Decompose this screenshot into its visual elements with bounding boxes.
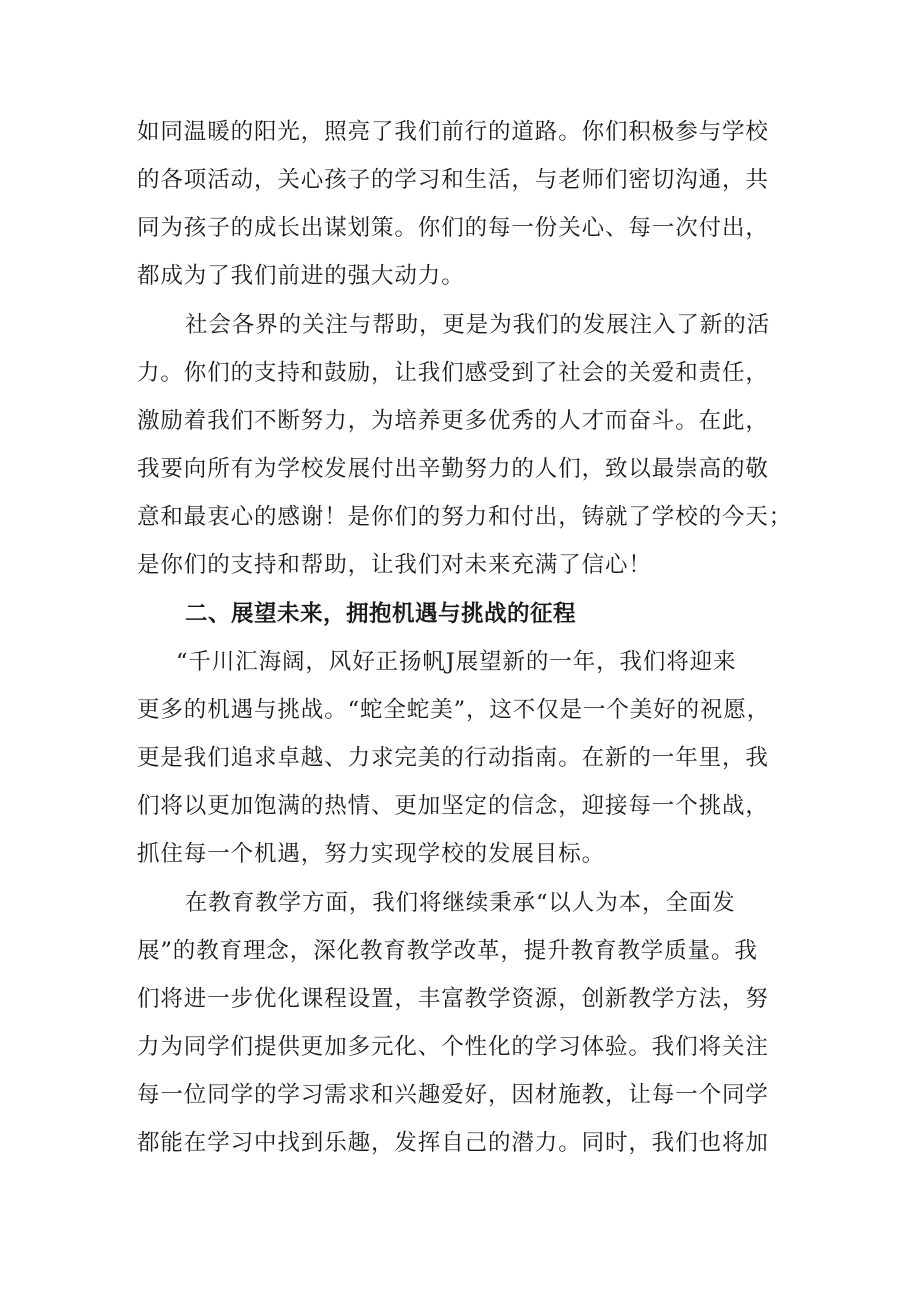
body-line: 们将以更加饱满的热情、更加坚定的信念，迎接每一个挑战， bbox=[137, 793, 769, 819]
body-line: “千川汇海阔，风好正扬帆J展望新的一年，我们将迎来 bbox=[176, 649, 737, 675]
body-line: 力为同学们提供更加多元化、个性化的学习体验。我们将关注 bbox=[137, 1034, 769, 1060]
body-line: 都成为了我们前进的强大动力。 bbox=[137, 263, 465, 289]
body-line: 同为孩子的成长出谋划策。你们的每一份关心、每一次付出， bbox=[137, 215, 769, 241]
body-line: 们将进一步优化课程设置，丰富教学资源，创新教学方法，努 bbox=[137, 986, 769, 1012]
body-line: 激励着我们不断努力，为培养更多优秀的人才而奋斗。在此， bbox=[137, 408, 769, 434]
body-line: 意和最衷心的感谢！是你们的努力和付出，铸就了学校的今天； bbox=[137, 504, 793, 530]
body-line: 抓住每一个机遇，努力实现学校的发展目标。 bbox=[137, 841, 606, 867]
body-line: 都能在学习中找到乐趣，发挥自己的潜力。同时，我们也将加 bbox=[137, 1130, 769, 1156]
body-line: 展”的教育理念，深化教育教学改革，提升教育教学质量。我 bbox=[137, 938, 758, 964]
body-line: 是你们的支持和帮助，让我们对未来充满了信心！ bbox=[137, 552, 652, 578]
body-line: 如同温暖的阳光，照亮了我们前行的道路。你们积极参与学校 bbox=[137, 119, 769, 145]
body-line: 社会各界的关注与帮助，更是为我们的发展注入了新的活 bbox=[185, 312, 771, 338]
body-line: 力。你们的支持和鼓励，让我们感受到了社会的关爱和责任， bbox=[137, 360, 769, 386]
body-line: 我要向所有为学校发展付出辛勤努力的人们，致以最崇高的敬 bbox=[137, 456, 769, 482]
body-line: 在教育教学方面，我们将继续秉承“以人为本，全面发 bbox=[185, 890, 736, 916]
section-heading: 二、展望未来，拥抱机遇与挑战的征程 bbox=[185, 601, 577, 627]
body-line: 每一位同学的学习需求和兴趣爱好，因材施教，让每一个同学 bbox=[137, 1082, 769, 1108]
body-line: 更是我们追求卓越、力求完美的行动指南。在新的一年里，我 bbox=[137, 745, 769, 771]
body-line: 的各项活动，关心孩子的学习和生活，与老师们密切沟通，共 bbox=[137, 167, 769, 193]
body-line: 更多的机遇与挑战。“蛇全蛇美”，这不仅是一个美好的祝愿， bbox=[137, 697, 771, 723]
